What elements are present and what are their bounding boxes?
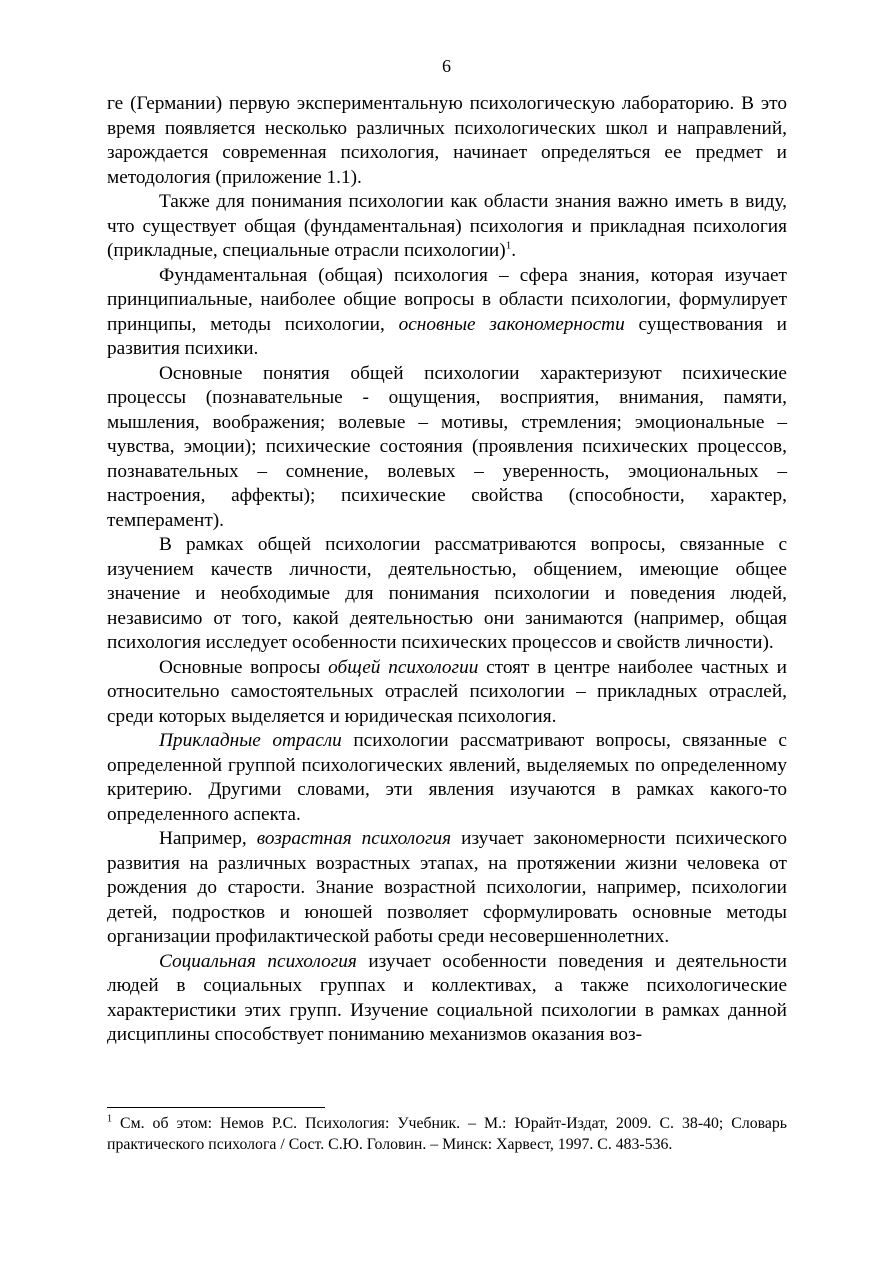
- paragraph: [107, 950, 787, 1048]
- text-run: .: [511, 240, 517, 261]
- italic-term: Социальная психология: [159, 950, 357, 972]
- text-run: изучает закономерности психического развития на различных возрастных этапах, на протяжении жизни человека от рождения до старости. Знание возрастной психологии, например, психологии детей, подростков и юношей позволяет сформулировать основные методы организации профилактической работы среди несовершеннолетних.: [107, 828, 788, 947]
- body-text: [107, 92, 787, 1048]
- text-run: Основные понятия общей психологии характеризуют психические процессы (познавательные - ощущения, восприятия, внимания, памяти, мышления, воображения; волевые – мотивы, стремления; эмоциональные – чувства, эмоции); психические состояния (проявления психических процессов, познавательных – сомнение, волевых – уверенность, эмоциональных – настроения, аффекты); психические свойства (способности, характер, темперамент).: [107, 362, 787, 531]
- paragraph: [107, 656, 787, 730]
- paragraph: [107, 533, 787, 656]
- text-run: Фундаментальная (общая) психология – сфера знания, которая изучает принципиальные, наиболее общие вопросы в области психологии, формулирует принципы, методы психологии,: [107, 264, 787, 335]
- paragraph: [107, 264, 787, 362]
- paragraph: [107, 827, 787, 950]
- paragraph: [107, 362, 787, 534]
- text-run: ге (Германии) первую экспериментальную психологическую лабораторию. В это время появляется несколько различных психологических школ и направлений, зарождается современная психология, начинает определяться ее предмет и методология (приложение 1.1).: [107, 93, 787, 188]
- footnote-text: См. об этом: Немов Р.С. Психология: Учебник. – М.: Юрайт-Издат, 2009. С. 38-40; Словарь практического психолога / Сост. С.Ю. Головин. – Минск: Харвест, 1997. С. 483-536.: [107, 1115, 787, 1153]
- text-run: изучает особенности поведения и деятельности людей в социальных группах и коллективах, а также психологические характеристики этих групп. Изучение социальной психологии в рамках данной дисциплины способствует пониманию механизмов оказания воз-: [107, 950, 787, 1045]
- text-run: существования и развития психики.: [107, 313, 787, 359]
- paragraph: [107, 190, 787, 264]
- italic-term: общей психологии: [328, 656, 479, 678]
- text-run: психологии рассматривают вопросы, связанные с определенной группой психологических явлений, выделяемых по определенному критерию. Другими словами, эти явления изучаются в рамках какого-то определенного аспекта.: [107, 730, 787, 825]
- paragraph: [107, 729, 787, 827]
- footnote: [107, 1113, 787, 1155]
- italic-term: возрастная психология: [256, 828, 452, 849]
- text-run: Также для понимания психологии как области знания важно иметь в виду, что существует общая (фундаментальная) психология и прикладная психология (прикладные, специальные отрасли психологии): [107, 191, 787, 261]
- footnote-reference: 1: [505, 239, 512, 252]
- text-run: стоят в центре наиболее частных и относительно самостоятельных отраслей психологии – прикладных отраслей, среди которых выделяется и юридическая психология.: [107, 656, 787, 727]
- text-run: Например,: [159, 828, 257, 849]
- page-number: 6: [442, 56, 451, 76]
- italic-term: основные закономерности: [398, 313, 625, 335]
- footnote-marker: 1: [107, 1113, 112, 1125]
- text-run: Основные вопросы: [159, 656, 329, 678]
- text-run: В рамках общей психологии рассматриваются вопросы, связанные с изучением качеств личности, деятельностью, общением, имеющие общее значение и необходимые для понимания психологии и поведения людей, независимо от того, какой деятельностью они занимаются (например, общая психология исследует особенности психических процессов и свойств личности).: [107, 534, 787, 653]
- footnote-separator: [107, 1107, 325, 1108]
- paragraph: [107, 92, 787, 190]
- italic-term: Прикладные отрасли: [159, 730, 342, 751]
